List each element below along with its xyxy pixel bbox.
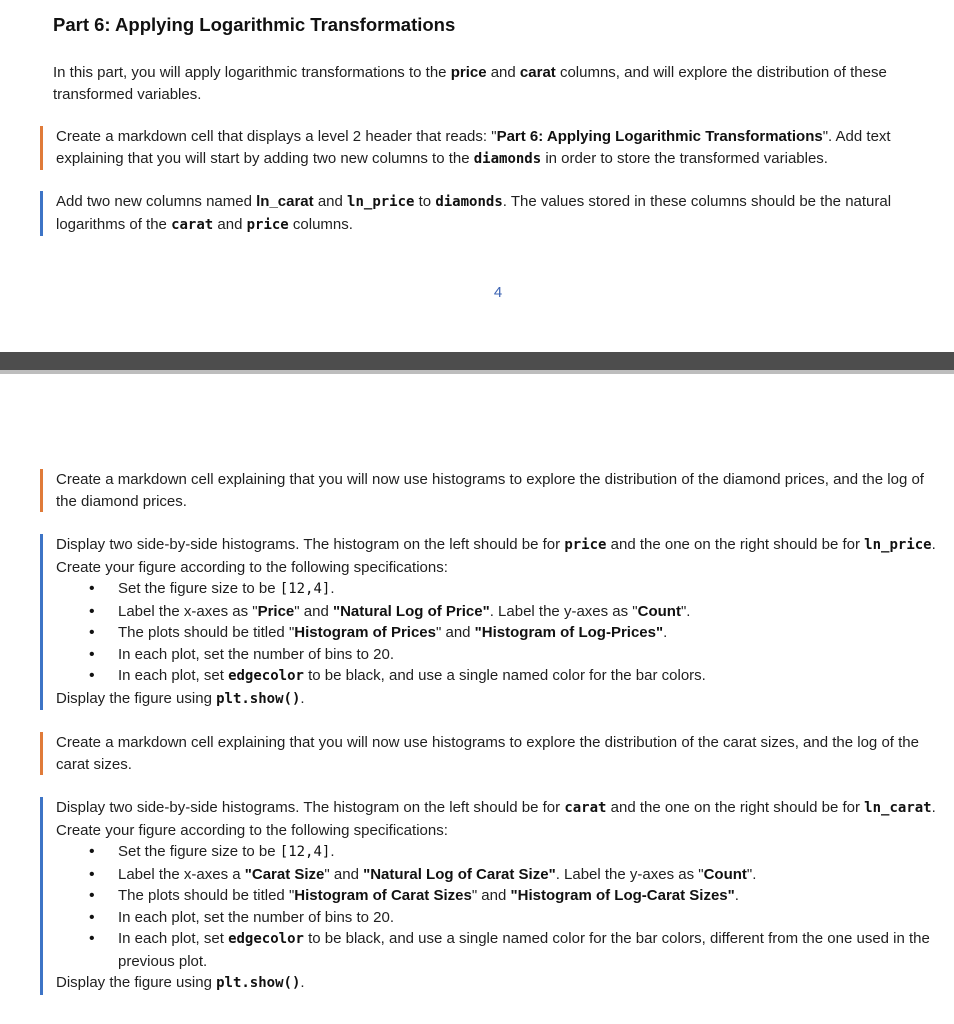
list-item: • In each plot, set the number of bins to 20.: [56, 907, 945, 929]
page-divider: [0, 352, 954, 374]
instruction-markdown-header: Create a markdown cell that displays a level 2 header that reads: "Part 6: Applying Logarithmic Transformations". Add text explaining that you will start by adding two new columns to the diamonds in order to store the transformed variables.: [40, 126, 945, 170]
instruction-carat-histograms: Display two side-by-side histograms. The histogram on the left should be for carat and the one on the right should be for ln_carat. Create your figure according to the following specifications: • Set the figure size to be [12,4]. • Label the x-axes a "Carat Size" and "Natural Log of Carat Size". Label the y-axes as "Count". • The plots should be titled "Histogram of Carat Sizes" and "Histogram of Log-Carat Sizes". • In each plot, set the number of bins to 20. • In each plot, set edgecolor to be black, and use a single named color for the bar colors, different from the one used in the previous plot. Display the figure using plt.show().: [40, 797, 945, 995]
list-item: • The plots should be titled "Histogram of Prices" and "Histogram of Log-Prices".: [56, 622, 945, 644]
list-item: • In each plot, set the number of bins to 20.: [56, 644, 945, 666]
list-item: • The plots should be titled "Histogram of Carat Sizes" and "Histogram of Log-Carat Sizes".: [56, 885, 945, 907]
list-item: • Set the figure size to be [12,4].: [56, 578, 945, 601]
carat-spec-list: [56, 841, 945, 972]
list-item: • In each plot, set edgecolor to be black, and use a single named color for the bar colors, different from the one used in the previous plot.: [56, 928, 945, 972]
page-number: 4: [493, 284, 503, 301]
instruction-markdown-carat-histograms: Create a markdown cell explaining that you will now use histograms to explore the distribution of the carat sizes, and the log of the carat sizes.: [40, 732, 945, 775]
instruction-markdown-price-histograms: Create a markdown cell explaining that you will now use histograms to explore the distribution of the diamond prices, and the log of the diamond prices.: [40, 469, 945, 512]
list-item: • Label the x-axes as "Price" and "Natural Log of Price". Label the y-axes as "Count".: [56, 601, 945, 623]
list-item: • Set the figure size to be [12,4].: [56, 841, 945, 864]
instruction-add-columns: Add two new columns named ln_carat and ln_price to diamonds. The values stored in these columns should be the natural logarithms of the carat and price columns.: [40, 191, 945, 236]
part-title: Part 6: Applying Logarithmic Transformations: [53, 14, 456, 35]
intro-paragraph: In this part, you will apply logarithmic transformations to the price and carat columns, and will explore the distribution of these transformed variables.: [53, 64, 887, 103]
price-spec-list: [56, 578, 945, 688]
list-item: • In each plot, set edgecolor to be black, and use a single named color for the bar colors.: [56, 665, 945, 688]
list-item: • Label the x-axes a "Carat Size" and "Natural Log of Carat Size". Label the y-axes as "Count".: [56, 864, 945, 886]
instruction-price-histograms: Display two side-by-side histograms. The histogram on the left should be for price and the one on the right should be for ln_price. Create your figure according to the following specifications: • Set the figure size to be [12,4]. • Label the x-axes as "Price" and "Natural Log of Price". Label the y-axes as "Count". • The plots should be titled "Histogram of Prices" and "Histogram of Log-Prices". • In each plot, set the number of bins to 20. • In each plot, set edgecolor to be black, and use a single named color for the bar colors. Display the figure using plt.show().: [40, 534, 945, 710]
